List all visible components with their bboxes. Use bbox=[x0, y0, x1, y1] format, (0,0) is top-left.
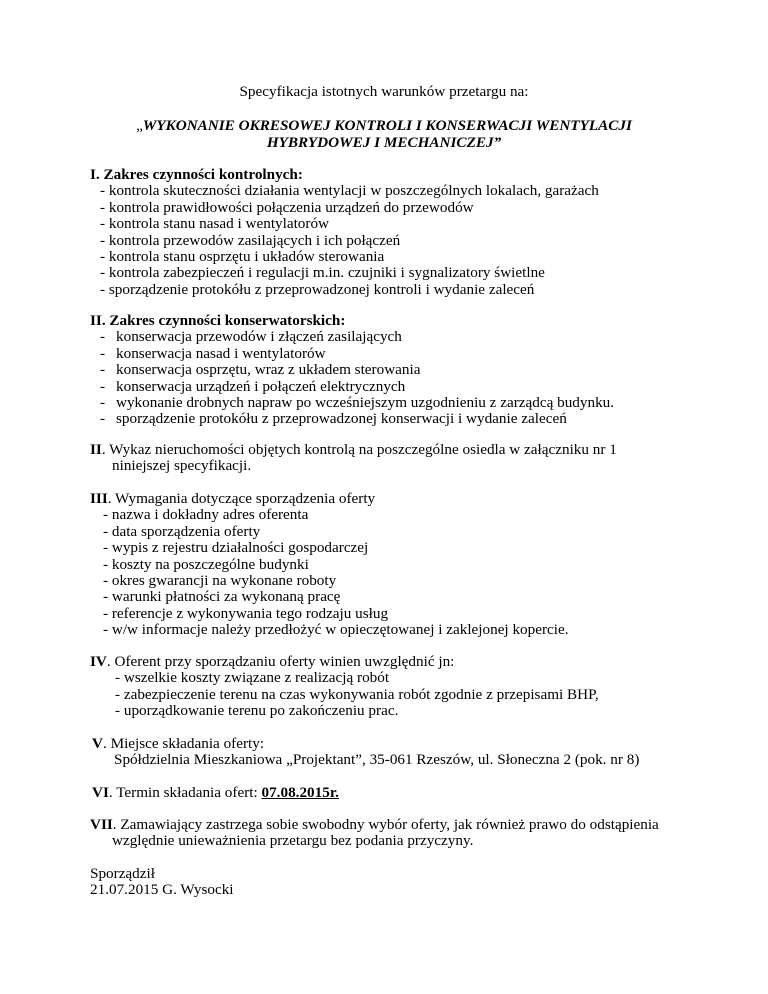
list-item: - w/w informacje należy przedłożyć w opieczętowanej i zaklejonej kopercie. bbox=[103, 621, 569, 639]
section-heading bbox=[92, 736, 712, 752]
title-open-quote: „ bbox=[136, 117, 143, 134]
list-item: - nazwa i dokładny adres oferenta bbox=[103, 506, 309, 524]
document-intro: Specyfikacja istotnych warunków przetargu na: bbox=[239, 83, 529, 100]
section-text: . Miejsce składania oferty: bbox=[102, 735, 265, 752]
section-reservation bbox=[90, 817, 710, 850]
section-submission-deadline bbox=[92, 785, 712, 801]
list-item: - koszty na poszczególne budynki bbox=[103, 555, 309, 573]
list-item: - warunki płatności za wykonaną pracę bbox=[103, 588, 341, 606]
section-line bbox=[92, 785, 712, 801]
list-item: - wszelkie koszty związane z realizacją robót bbox=[115, 669, 390, 687]
list-item-text: konserwacja osprzętu, wraz z układem sterowania bbox=[116, 361, 421, 379]
section-bidder-considerations bbox=[90, 654, 710, 720]
list-item: - okres gwarancji na wykonane roboty bbox=[103, 572, 337, 590]
section-line: niniejszej specyfikacji. bbox=[112, 457, 252, 475]
list-dash: - bbox=[100, 394, 106, 412]
section-line: względnie unieważnienia przetargu bez podania przyczyny. bbox=[112, 832, 474, 850]
list-item: - zabezpieczenie terenu na czas wykonywania robót zgodnie z przepisami BHP, bbox=[115, 685, 599, 703]
list-item bbox=[90, 379, 710, 395]
section-line bbox=[90, 817, 710, 833]
list-item-text: konserwacja urządzeń i połączeń elektrycznych bbox=[116, 377, 406, 395]
prepared-by-label: Sporządził bbox=[90, 865, 155, 882]
section-line bbox=[90, 442, 710, 458]
list-item: - kontrola skuteczności działania wentylacji w poszczególnych lokalach, garażach bbox=[100, 182, 599, 200]
section-heading: II. Zakres czynności konserwatorskich: bbox=[90, 312, 346, 329]
list-item: - referencje z wykonywania tego rodzaju usług bbox=[103, 604, 389, 622]
list-item bbox=[90, 329, 710, 345]
section-offer-requirements bbox=[90, 491, 710, 639]
section-heading bbox=[90, 491, 710, 507]
section-control-scope bbox=[90, 167, 710, 298]
document-title bbox=[0, 117, 768, 151]
list-item: - sporządzenie protokółu z przeprowadzonej kontroli i wydanie zaleceń bbox=[100, 280, 535, 298]
section-heading bbox=[90, 654, 710, 670]
list-item: - kontrola prawidłowości połączenia urządzeń do przewodów bbox=[100, 198, 474, 216]
list-item: - wypis z rejestru działalności gospodarczej bbox=[103, 539, 369, 557]
section-text: . Termin składania ofert: bbox=[108, 784, 262, 801]
list-item-text: konserwacja nasad i wentylatorów bbox=[116, 344, 326, 362]
section-number: III bbox=[90, 490, 108, 507]
list-dash: - bbox=[100, 328, 106, 346]
section-text: . Wymagania dotyczące sporządzenia oferty bbox=[107, 490, 376, 507]
list-item bbox=[90, 411, 710, 427]
list-dash: - bbox=[100, 361, 106, 379]
list-dash: - bbox=[100, 377, 106, 395]
section-maintenance-scope bbox=[90, 313, 710, 428]
section-number: II bbox=[90, 441, 102, 458]
title-line-1-text: WYKONANIE OKRESOWEJ KONTROLI I KONSERWACJI WENTYLACJI bbox=[142, 117, 632, 134]
section-number: IV bbox=[90, 653, 107, 670]
title-line-2: HYBRYDOWEJ I MECHANICZEJ” bbox=[266, 134, 502, 151]
section-text: . Zamawiający zastrzega sobie swobodny wybór oferty, jak również prawo do odstąpienia bbox=[112, 816, 659, 833]
title-line-1 bbox=[0, 117, 768, 134]
section-heading: I. Zakres czynności kontrolnych: bbox=[90, 166, 303, 183]
list-dash: - bbox=[100, 344, 106, 362]
document-footer bbox=[90, 866, 710, 899]
section-submission-place bbox=[92, 736, 712, 769]
deadline-date: 07.08.2015r. bbox=[261, 784, 339, 801]
list-item-text: konserwacja przewodów i złączeń zasilających bbox=[116, 328, 402, 346]
section-text: . Oferent przy sporządzaniu oferty winien uwzględnić jn: bbox=[106, 653, 455, 670]
list-item bbox=[90, 346, 710, 362]
list-item-text: sporządzenie protokółu z przeprowadzonej konserwacji i wydanie zaleceń bbox=[116, 410, 567, 428]
section-number: V bbox=[92, 735, 103, 752]
list-item: - kontrola stanu osprzętu i układów sterowania bbox=[100, 248, 385, 266]
list-item: - kontrola zabezpieczeń i regulacji m.in. czujniki i sygnalizatory świetlne bbox=[100, 264, 545, 282]
section-text: . Wykaz nieruchomości objętych kontrolą na poszczególne osiedla w załączniku nr 1 bbox=[101, 441, 617, 458]
list-item: - data sporządzenia oferty bbox=[103, 522, 261, 540]
list-dash: - bbox=[100, 410, 106, 428]
list-item: - kontrola stanu nasad i wentylatorów bbox=[100, 215, 330, 233]
list-item: - uporządkowanie terenu po zakończeniu prac. bbox=[115, 702, 399, 720]
section-property-list bbox=[90, 442, 710, 475]
list-item: - kontrola przewodów zasilających i ich połączeń bbox=[100, 231, 401, 249]
section-number: VI bbox=[92, 784, 109, 801]
prepared-by-signature: 21.07.2015 G. Wysocki bbox=[90, 881, 234, 899]
submission-address: Spółdzielnia Mieszkaniowa „Projektant”, 35-061 Rzeszów, ul. Słoneczna 2 (pok. nr 8) bbox=[114, 751, 640, 769]
section-number: VII bbox=[90, 816, 113, 833]
list-item bbox=[90, 395, 710, 411]
list-item-text: wykonanie drobnych napraw po wcześniejszym uzgodnieniu z zarządcą budynku. bbox=[116, 394, 615, 412]
list-item bbox=[90, 362, 710, 378]
